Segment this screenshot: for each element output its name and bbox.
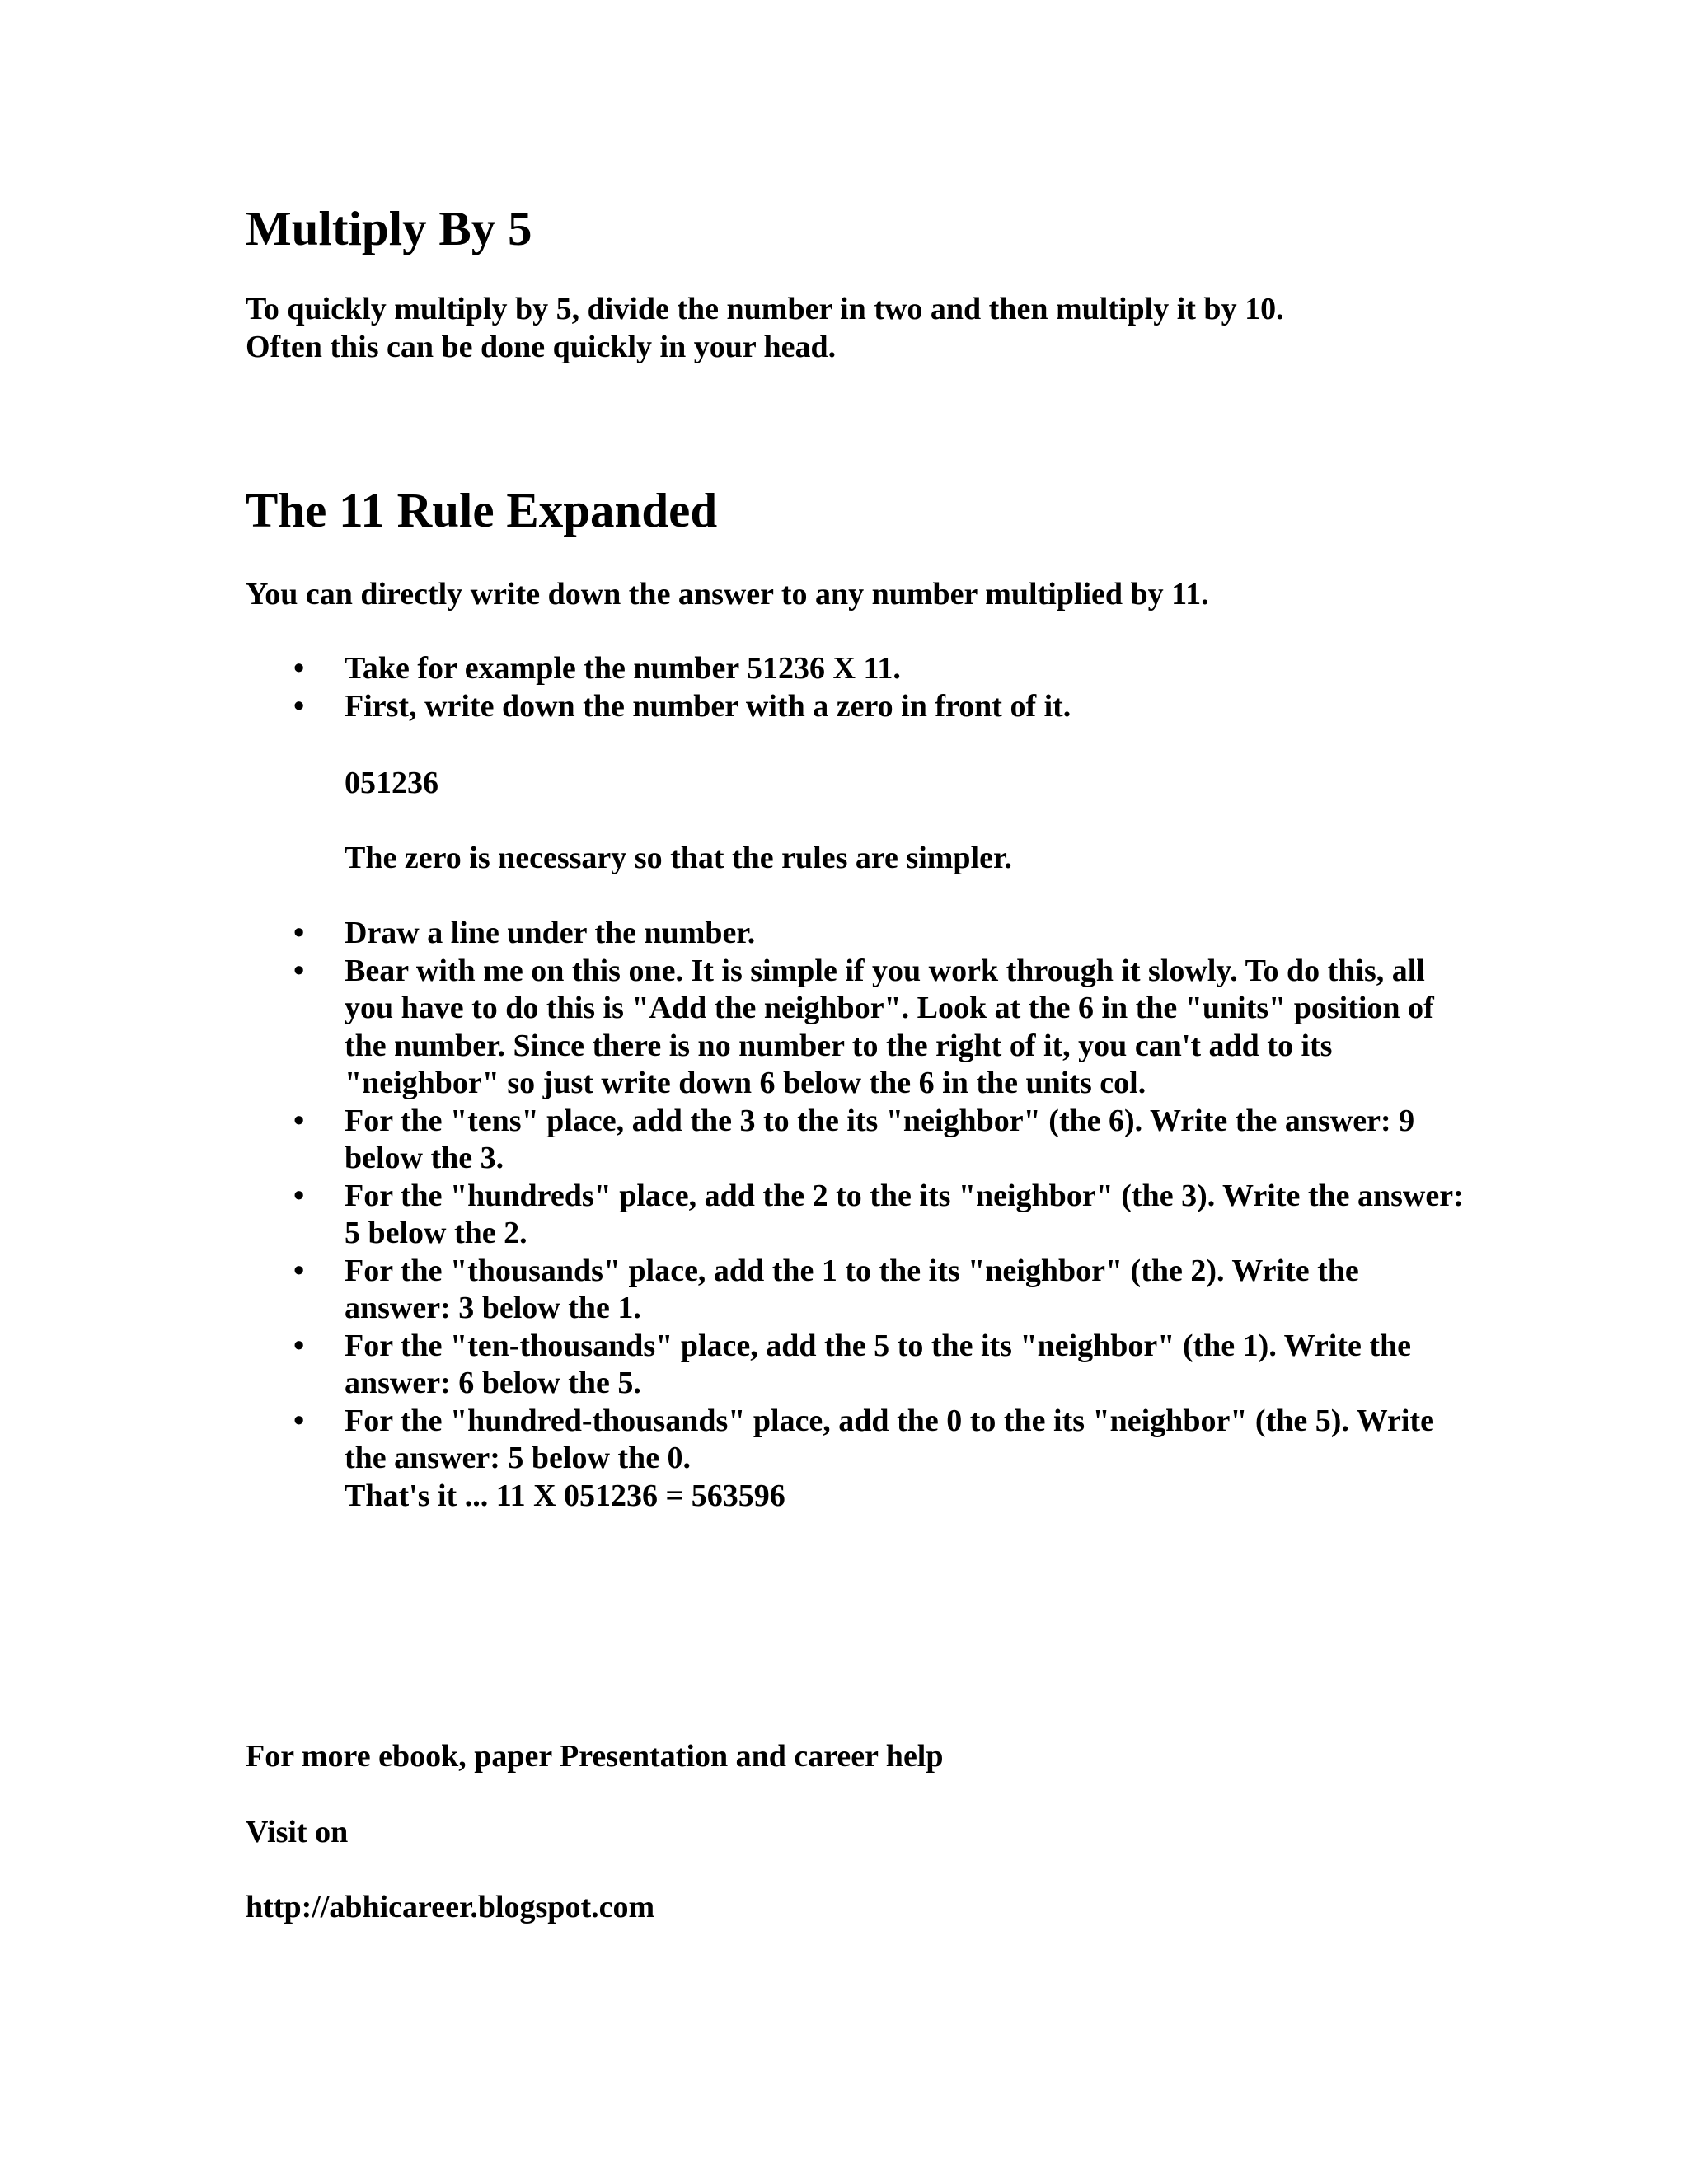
list-item xyxy=(246,953,1465,1103)
list-item xyxy=(246,1403,1465,1516)
bullet-icon: • xyxy=(293,953,305,988)
intro-paragraph: You can directly write down the answer to any number multiplied by 11. xyxy=(246,577,1209,612)
footer-url: http://abhicareer.blogspot.com xyxy=(246,1890,655,1924)
list-item xyxy=(246,1253,1465,1328)
list-item-text: Take for example the number 51236 X 11. xyxy=(345,651,901,686)
footer-line-1: For more ebook, paper Presentation and career help xyxy=(246,1739,944,1774)
steps-list-1 xyxy=(246,650,1465,725)
paragraph-line: Often this can be done quickly in your head. xyxy=(246,330,837,364)
heading-multiply-by-5: Multiply By 5 xyxy=(246,201,532,255)
list-item xyxy=(246,1328,1465,1403)
list-item-text: For the "ten-thousands" place, add the 5 to the its "neighbor" (the 1). Write the answer: 6 below the 5. xyxy=(345,1328,1412,1400)
list-item xyxy=(246,650,1465,688)
bullet-icon: • xyxy=(293,688,305,724)
list-item xyxy=(246,1178,1465,1253)
list-item xyxy=(246,688,1465,726)
list-item-text: For the "tens" place, add the 3 to the its "neighbor" (the 6). Write the answer: 9 below the 3. xyxy=(345,1103,1415,1175)
zero-note: The zero is necessary so that the rules are simpler. xyxy=(345,841,1012,875)
footer-line-2: Visit on xyxy=(246,1815,349,1849)
conclusion-text: That's it ... 11 X 051236 = 563596 xyxy=(345,1478,785,1513)
example-number: 051236 xyxy=(345,766,438,800)
list-item-text: First, write down the number with a zero in front of it. xyxy=(345,688,1071,724)
list-item-text: For the "hundreds" place, add the 2 to the its "neighbor" (the 3). Write the answer: 5 below the 2. xyxy=(345,1178,1464,1250)
bullet-icon: • xyxy=(293,1178,305,1213)
steps-list-2 xyxy=(246,915,1465,1515)
list-item-text: Draw a line under the number. xyxy=(345,916,756,950)
heading-11-rule-expanded: The 11 Rule Expanded xyxy=(246,483,718,537)
bullet-icon: • xyxy=(293,1328,305,1363)
bullet-icon: • xyxy=(293,1103,305,1138)
paragraph-line: To quickly multiply by 5, divide the number in two and then multiply it by 10. xyxy=(246,292,1284,326)
bullet-icon: • xyxy=(293,651,305,686)
list-item xyxy=(246,1103,1465,1178)
list-item-text: Bear with me on this one. It is simple if you work through it slowly. To do this, all you have to do this is "Add the neighbor". Look at the 6 in the "units" position of the number. Since there is no number to the right of it, you can't add to its "neighbor" so just write down 6 below the 6 in the units col. xyxy=(345,953,1434,1100)
list-item-text: For the "hundred-thousands" place, add the 0 to the its "neighbor" (the 5). Write the answer: 5 below the 0. xyxy=(345,1403,1434,1475)
bullet-icon: • xyxy=(293,1253,305,1288)
list-item xyxy=(246,915,1465,953)
bullet-icon: • xyxy=(293,916,305,950)
list-item-text: For the "thousands" place, add the 1 to the its "neighbor" (the 2). Write the answer: 3 below the 1. xyxy=(345,1253,1359,1325)
bullet-icon: • xyxy=(293,1403,305,1438)
